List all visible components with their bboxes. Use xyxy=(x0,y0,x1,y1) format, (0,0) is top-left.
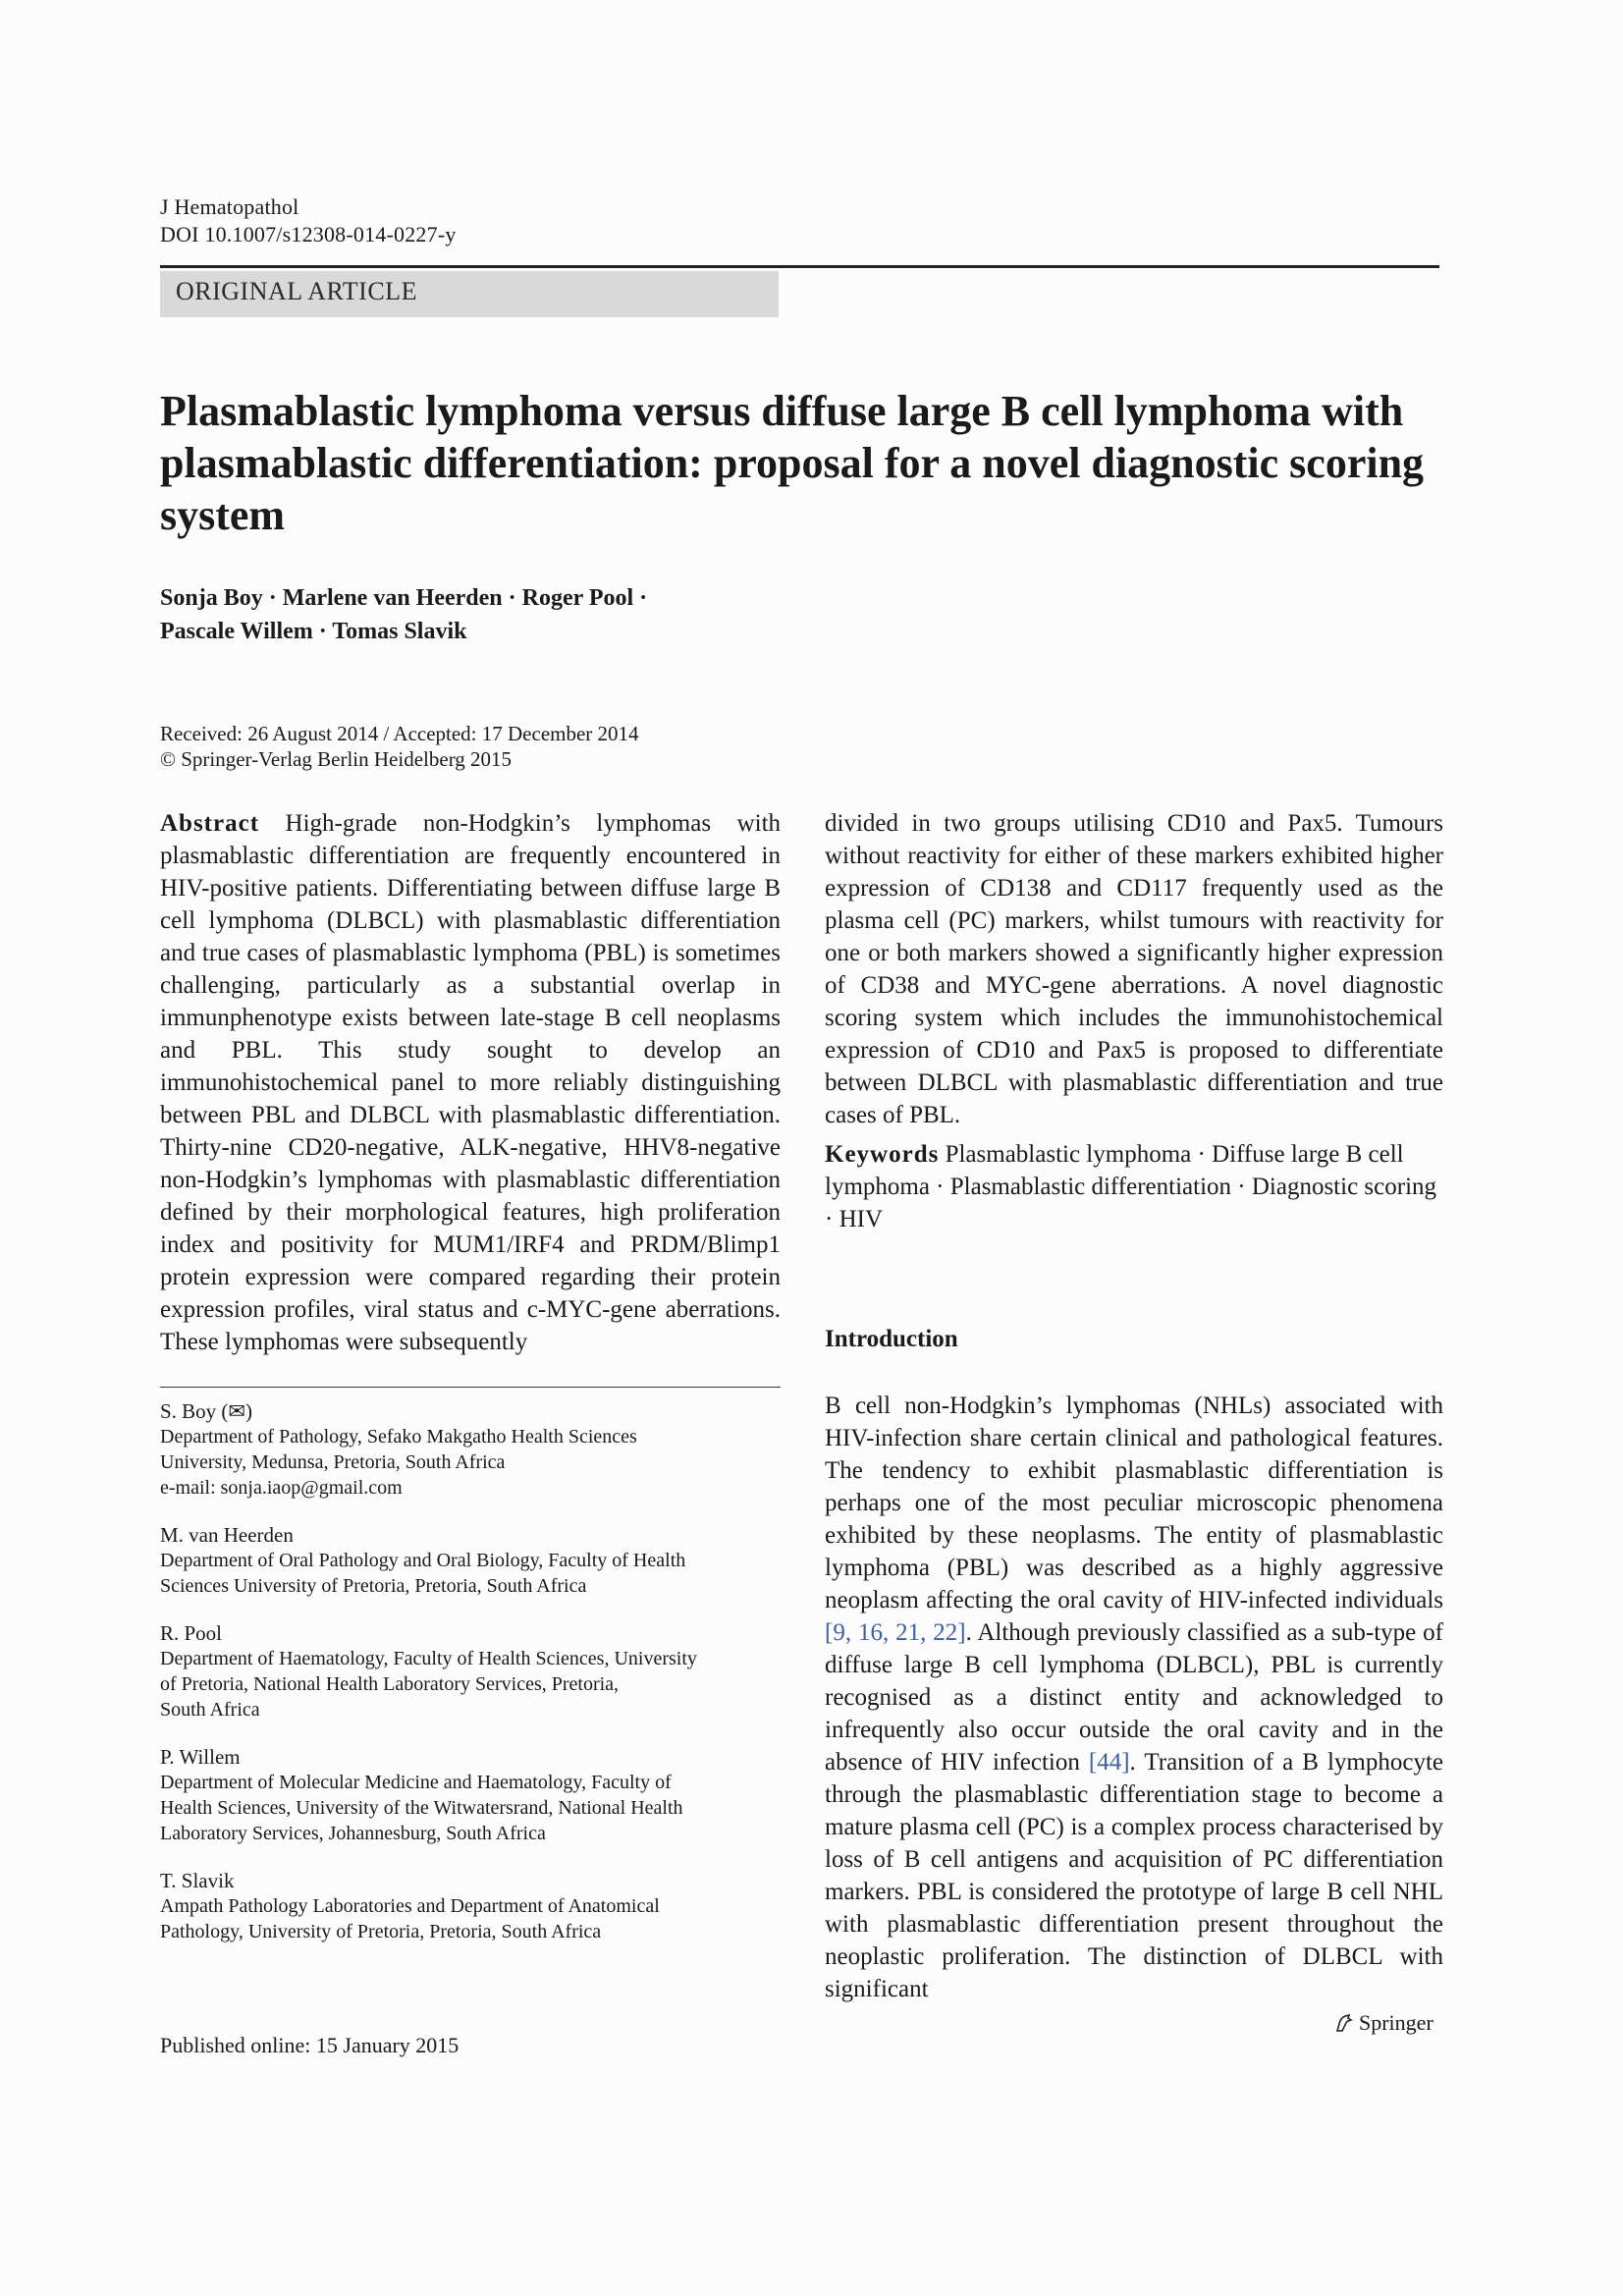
affiliation-line: Health Sciences, University of the Witwatersrand, National Health xyxy=(160,1797,683,1819)
affiliation-author: T. Slavik xyxy=(160,1869,235,1892)
abstract-text-left: High-grade non-Hodgkin’s lymphomas with plasmablastic differentiation are frequently encountered in HIV-positive patients. Differentiating between diffuse large B cell lymphoma (DLBCL) with plasmablastic differentiation and true cases of plasmablastic lymphoma (PBL) is sometimes challenging, particularly as a substantial overlap in immunphenotype exists between late-stage B cell neoplasms and PBL. This study sought to develop an immunohistochemical panel to more reliably distinguishing between PBL and DLBCL with plasmablastic differentiation. Thirty-nine CD20-negative, ALK-negative, HHV8-negative non-Hodgkin’s lymphomas with plasmablastic differentiation defined by their morphological features, high proliferation index and positivity for MUM1/IRF4 and PRDM/Blimp1 protein expression were compared regarding their protein expression profiles, viral status and c-MYC-gene aberrations. These lymphomas were subsequently xyxy=(160,810,782,1355)
affiliation-author: P. Willem xyxy=(160,1745,241,1769)
publisher-name: Springer xyxy=(1359,2010,1434,2035)
article-type-banner: ORIGINAL ARTICLE xyxy=(160,271,779,317)
affiliation-line: Department of Oral Pathology and Oral Biology, Faculty of Health xyxy=(160,1550,686,1571)
author-line-2: Pascale Willem · Tomas Slavik xyxy=(160,619,467,644)
journal-name: J Hematopathol xyxy=(160,194,299,219)
affiliation-line: Department of Haematology, Faculty of Health Sciences, University xyxy=(160,1648,697,1669)
journal-header xyxy=(160,193,457,248)
affiliation-line: South Africa xyxy=(160,1699,260,1721)
affiliation-line: Department of Molecular Medicine and Haematology, Faculty of xyxy=(160,1772,672,1793)
doi: DOI 10.1007/s12308-014-0227-y xyxy=(160,222,457,246)
affiliation-line: Department of Pathology, Sefako Makgatho Health Sciences xyxy=(160,1426,637,1448)
citation-link[interactable]: [44] xyxy=(1088,1749,1130,1776)
affiliation-line: Laboratory Services, Johannesburg, South Africa xyxy=(160,1823,546,1844)
affiliation-block xyxy=(160,1522,781,1599)
intro-part-1: B cell non-Hodgkin’s lymphomas (NHLs) associated with HIV-infection share certain clinical and pathological features. The tendency to exhibit plasmablastic differentiation is perhaps one of the most peculiar microscopic phenomena exhibited by these neoplasms. The entity of plasmablastic lymphoma (PBL) was described as a highly aggressive neoplasm affecting the oral cavity of HIV-infected individuals xyxy=(825,1393,1443,1613)
affiliation-line: of Pretoria, National Health Laboratory Services, Pretoria, xyxy=(160,1673,620,1695)
affiliation-block xyxy=(160,1868,781,1944)
affiliation-line: e-mail: sonja.iaop@gmail.com xyxy=(160,1477,403,1499)
affiliation-line: Ampath Pathology Laboratories and Department of Anatomical xyxy=(160,1895,660,1917)
affiliation-rule xyxy=(160,1387,781,1388)
abstract-label: Abstract xyxy=(160,810,260,837)
publisher-logo xyxy=(1333,2010,1434,2036)
affiliation-block xyxy=(160,1398,781,1501)
article-title: Plasmablastic lymphoma versus diffuse large B cell lymphoma with plasmablastic differentiation: proposal for a novel diagnostic scoring system xyxy=(160,387,1425,539)
keywords-label: Keywords xyxy=(825,1141,940,1168)
copyright: © Springer-Verlag Berlin Heidelberg 2015 xyxy=(160,747,513,771)
affiliation-author: M. van Heerden xyxy=(160,1523,294,1547)
introduction-text xyxy=(825,1390,1443,2005)
citation-link[interactable]: [9, 16, 21, 22] xyxy=(825,1619,966,1646)
affiliation-line: University, Medunsa, Pretoria, South Africa xyxy=(160,1451,506,1473)
introduction-heading: Introduction xyxy=(825,1326,958,1352)
author-line-1: Sonja Boy · Marlene van Heerden · Roger Pool · xyxy=(160,585,648,611)
affiliation-line: Sciences University of Pretoria, Pretoria, South Africa xyxy=(160,1575,587,1597)
intro-part-3: . Transition of a B lymphocyte through the plasmablastic differentiation stage to become a mature plasma cell (PC) is a complex process characterised by loss of B cell antigens and acquisition of PC differentiation markers. PBL is considered the prototype of large B cell NHL with plasmablastic differentiation present throughout the neoplastic proliferation. The distinction of DLBCL with significant xyxy=(825,1749,1443,2002)
affiliation-block xyxy=(160,1744,781,1846)
intro-part-2: . Although previously classified as a sub-type of diffuse large B cell lymphoma (DLBCL), PBL is currently recognised as a distinct entity and acknowledged to infrequently also occur outside the oral cavity and in the absence of HIV infection xyxy=(825,1619,1443,1776)
author-list xyxy=(160,581,847,648)
abstract-right: divided in two groups utilising CD10 and Pax5. Tumours without reactivity for either of these markers exhibited higher expression of CD138 and CD117 frequently used as the plasma cell (PC) markers, whilst tumours with reactivity for one or both markers showed a significantly higher expression of CD38 and MYC-gene aberrations. A novel diagnostic scoring system which includes the immunohistochemical expression of CD10 and Pax5 is proposed to differentiate between DLBCL with plasmablastic differentiation and true cases of PBL. xyxy=(825,810,1443,1128)
affiliation-author: R. Pool xyxy=(160,1621,223,1645)
affiliation-block xyxy=(160,1620,781,1722)
abstract-left xyxy=(160,807,781,1358)
publication-dates xyxy=(160,721,639,772)
affiliation-author: S. Boy (✉) xyxy=(160,1399,253,1423)
published-online: Published online: 15 January 2015 xyxy=(160,2033,460,2057)
keywords xyxy=(825,1138,1443,1235)
springer-horse-icon xyxy=(1333,2012,1355,2034)
keywords-text: Plasmablastic lymphoma · Diffuse large B cell lymphoma · Plasmablastic differentiation · Diagnostic scoring · HIV xyxy=(825,1141,1437,1232)
affiliation-line: Pathology, University of Pretoria, Pretoria, South Africa xyxy=(160,1921,602,1942)
header-rule xyxy=(160,265,1439,268)
affiliations xyxy=(160,1398,781,1966)
received-accepted: Received: 26 August 2014 / Accepted: 17 December 2014 xyxy=(160,722,639,745)
